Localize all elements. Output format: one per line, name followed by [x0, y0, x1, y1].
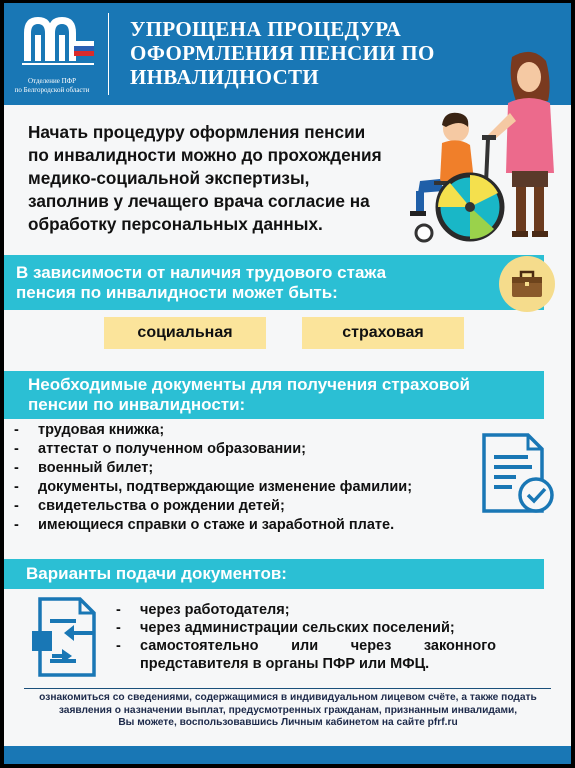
title-line: ОФОРМЛЕНИЯ ПЕНСИИ ПО: [130, 41, 435, 65]
wheelchair-illustration: [404, 43, 571, 263]
submission-heading: Варианты подачи документов:: [26, 564, 287, 583]
documents-list: [14, 421, 474, 535]
documents-heading: [28, 375, 470, 415]
list-item: - свидетельства о рождении детей;: [14, 498, 285, 514]
list-item: - документы, подтверждающие изменение фамилии;: [14, 479, 413, 495]
list-item: - через работодателя;: [116, 602, 290, 618]
list-item: - через администрации сельских поселений;: [116, 620, 455, 636]
title-line: УПРОЩЕНА ПРОЦЕДУРА: [130, 17, 402, 41]
document-check-icon: [478, 431, 558, 517]
list-item: - военный билет;: [14, 460, 154, 476]
title-line: ИНВАЛИДНОСТИ: [130, 65, 319, 89]
list-item: представителя в органы ПФР или МФЦ.: [140, 656, 430, 672]
intro-line: заполнив у лечащего врача согласие на: [28, 191, 370, 211]
footer-note: [18, 692, 558, 730]
list-item: - самостоятельно или через законного: [116, 638, 496, 654]
header-divider: [108, 13, 109, 95]
pension-types-heading: [16, 263, 386, 303]
heading-line: пенсии по инвалидности:: [28, 395, 246, 414]
bottom-bar: [4, 746, 571, 764]
heading-line: Необходимые документы для получения страховой: [28, 375, 470, 394]
briefcase-icon: [498, 255, 556, 313]
footer-divider: [24, 688, 551, 689]
submission-heading-band: [4, 559, 544, 589]
list-item: - аттестат о полученном образовании;: [14, 441, 306, 457]
pension-type-insurance: страховая: [302, 317, 464, 349]
org-name-line-1: Отделение ПФР: [27, 77, 77, 85]
intro-paragraph: [28, 121, 428, 236]
list-item: - имеющиеся справки о стаже и заработной плате.: [14, 517, 395, 533]
footer-line: заявления о назначении выплат, предусмотренных гражданам, признанным инвалидами,: [58, 704, 518, 716]
footer-line: ознакомиться со сведениями, содержащимися в индивидуальном лицевом счёте, а также подать: [39, 692, 537, 703]
pension-type-social: социальная: [104, 317, 266, 349]
documents-heading-band: [4, 371, 544, 419]
heading-line: пенсия по инвалидности может быть:: [16, 283, 338, 302]
intro-line: обработку персональных данных.: [28, 214, 323, 234]
intro-line: медико-социальной экспертизы,: [28, 168, 310, 188]
intro-line: по инвалидности можно до прохождения: [28, 145, 382, 165]
document-arrows-icon: [30, 595, 110, 679]
intro-line: Начать процедуру оформления пенсии: [28, 122, 366, 142]
heading-line: В зависимости от наличия трудового стажа: [16, 263, 387, 282]
footer-line: Вы можете, воспользовавшись Личным кабинетом на сайте pfrf.ru: [118, 717, 458, 728]
list-item: - трудовая книжка;: [14, 422, 165, 438]
pension-types-heading-band: [4, 255, 544, 310]
org-name-line-2: по Белгородской области: [14, 86, 90, 94]
submission-list: [116, 601, 496, 673]
infographic-page: [4, 3, 571, 764]
